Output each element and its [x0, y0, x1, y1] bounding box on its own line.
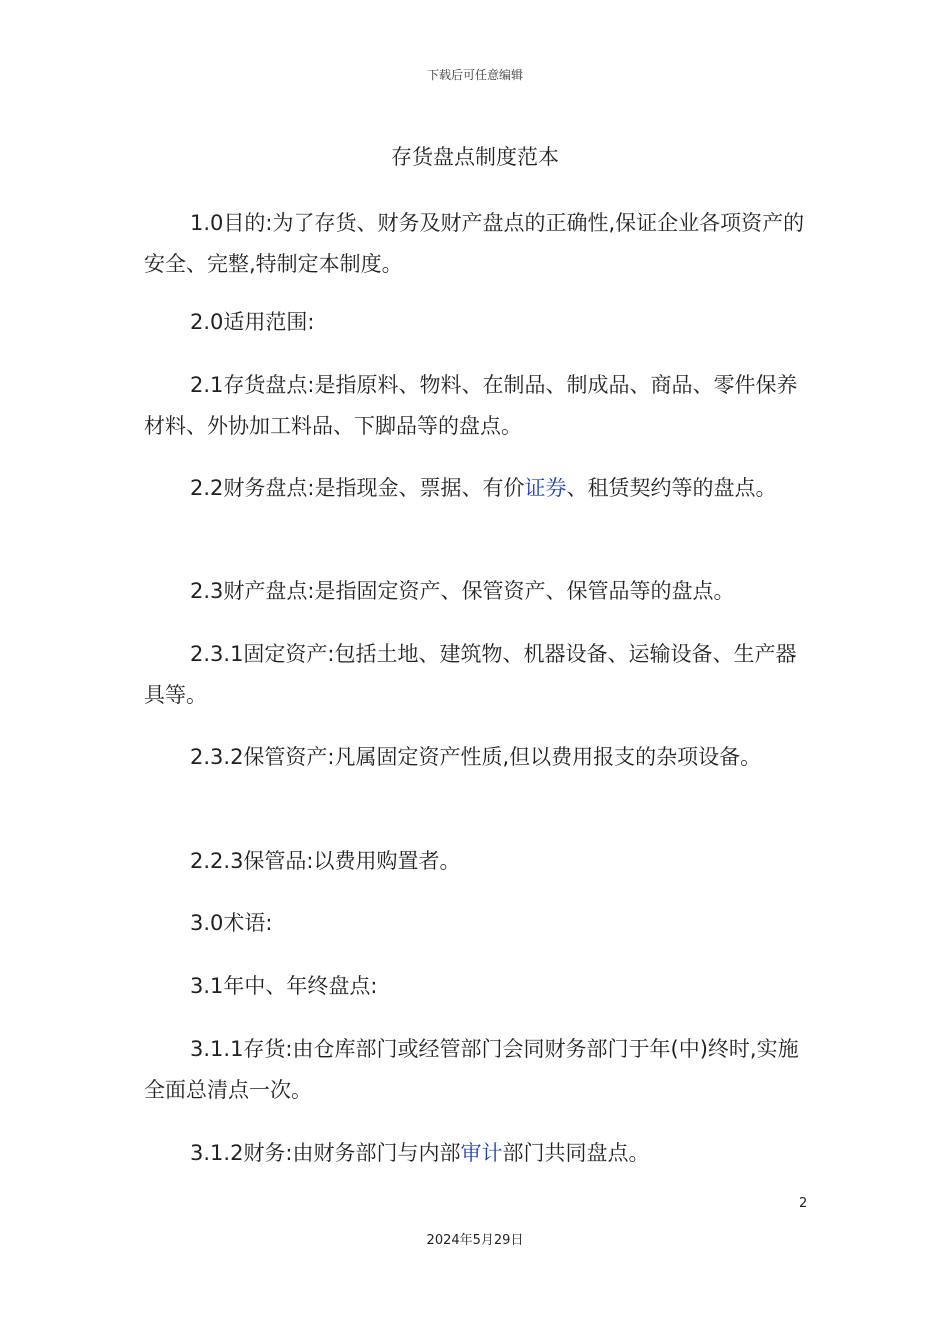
paragraph-inventory-count: 2.1存货盘点:是指原料、物料、在制品、制成品、商品、零件保养材料、外协加工料品、下脚品等的盘点。 — [144, 373, 798, 438]
paragraph-purpose: 1.0目的:为了存货、财务及财产盘点的正确性,保证企业各项资产的安全、完整,特制定本制度。 — [144, 211, 805, 276]
paragraph-inventory-annual: 3.1.1存货:由仓库部门或经管部门会同财务部门于年(中)终时,实施全面总清点一次。 — [144, 1037, 799, 1102]
securities-link[interactable]: 证券 — [524, 476, 567, 500]
document-title: 存货盘点制度范本 — [391, 145, 559, 169]
paragraph-fixed-assets: 2.3.1固定资产:包括土地、建筑物、机器设备、运输设备、生产器具等。 — [144, 642, 797, 707]
paragraph-custody-items: 2.2.3保管品:以费用购置者。 — [190, 849, 461, 873]
paragraph-annual-count: 3.1年中、年终盘点: — [190, 974, 378, 998]
paragraph-text: 部门共同盘点。 — [502, 1141, 650, 1165]
audit-link[interactable]: 审计 — [460, 1141, 503, 1165]
paragraph-text: 2.2财务盘点:是指现金、票据、有价 — [190, 476, 525, 500]
paragraph-financial-count — [144, 468, 810, 509]
paragraph-text: 3.1.2财务:由财务部门与内部 — [190, 1141, 461, 1165]
page-number: 2 — [799, 1196, 808, 1211]
page-header: 下载后可任意编辑 — [426, 68, 523, 82]
paragraph-financial-annual — [144, 1133, 810, 1174]
paragraph-property-count: 2.3财产盘点:是指固定资产、保管资产、保管品等的盘点。 — [190, 579, 735, 603]
page-footer-date: 2024年5月29日 — [426, 1233, 524, 1248]
paragraph-text: 、租赁契约等的盘点。 — [566, 476, 777, 500]
paragraph-custody-assets: 2.3.2保管资产:凡属固定资产性质,但以费用报支的杂项设备。 — [190, 745, 762, 769]
paragraph-scope: 2.0适用范围: — [190, 310, 315, 334]
paragraph-terms: 3.0术语: — [190, 911, 273, 935]
